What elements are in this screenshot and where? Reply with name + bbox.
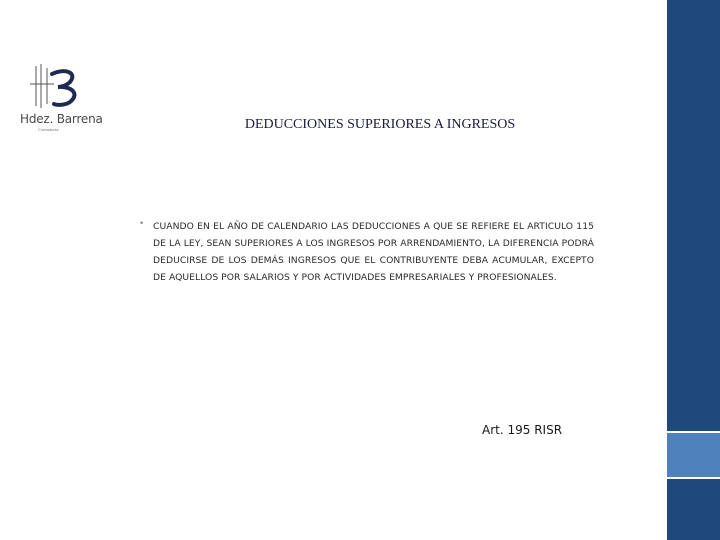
sidebar-accent (667, 433, 720, 477)
logo-subtitle: Contadores (38, 127, 59, 132)
logo-name: Hdez. Barrena (20, 112, 103, 126)
legal-reference: Art. 195 RISR (482, 423, 563, 437)
sidebar-strip (667, 0, 720, 540)
bullet-icon: • (140, 218, 144, 228)
body-bullet (140, 218, 594, 286)
sidebar-divider (667, 477, 720, 479)
slide-title: DEDUCCIONES SUPERIORES A INGRESOS (244, 117, 516, 132)
logo-mark-icon (14, 62, 100, 114)
body-text: CUANDO EN EL AÑO DE CALENDARIO LAS DEDUCCIONES A QUE SE REFIERE EL ARTICULO 115 DE LA LEY, SEAN SUPERIORES A LOS INGRESOS POR ARRENDAMIENTO, LA DIFERENCIA PODRÁ DEDUCIRSE DE LOS DEMÁS INGRESOS QUE EL CONTRIBUYENTE DEBA ACUMULAR, EXCEPTO DE AQUELLOS POR SALARIOS Y POR ACTIVIDADES EMPRESARIALES Y PROFESIONALES. (153, 221, 594, 283)
company-logo (14, 62, 103, 132)
